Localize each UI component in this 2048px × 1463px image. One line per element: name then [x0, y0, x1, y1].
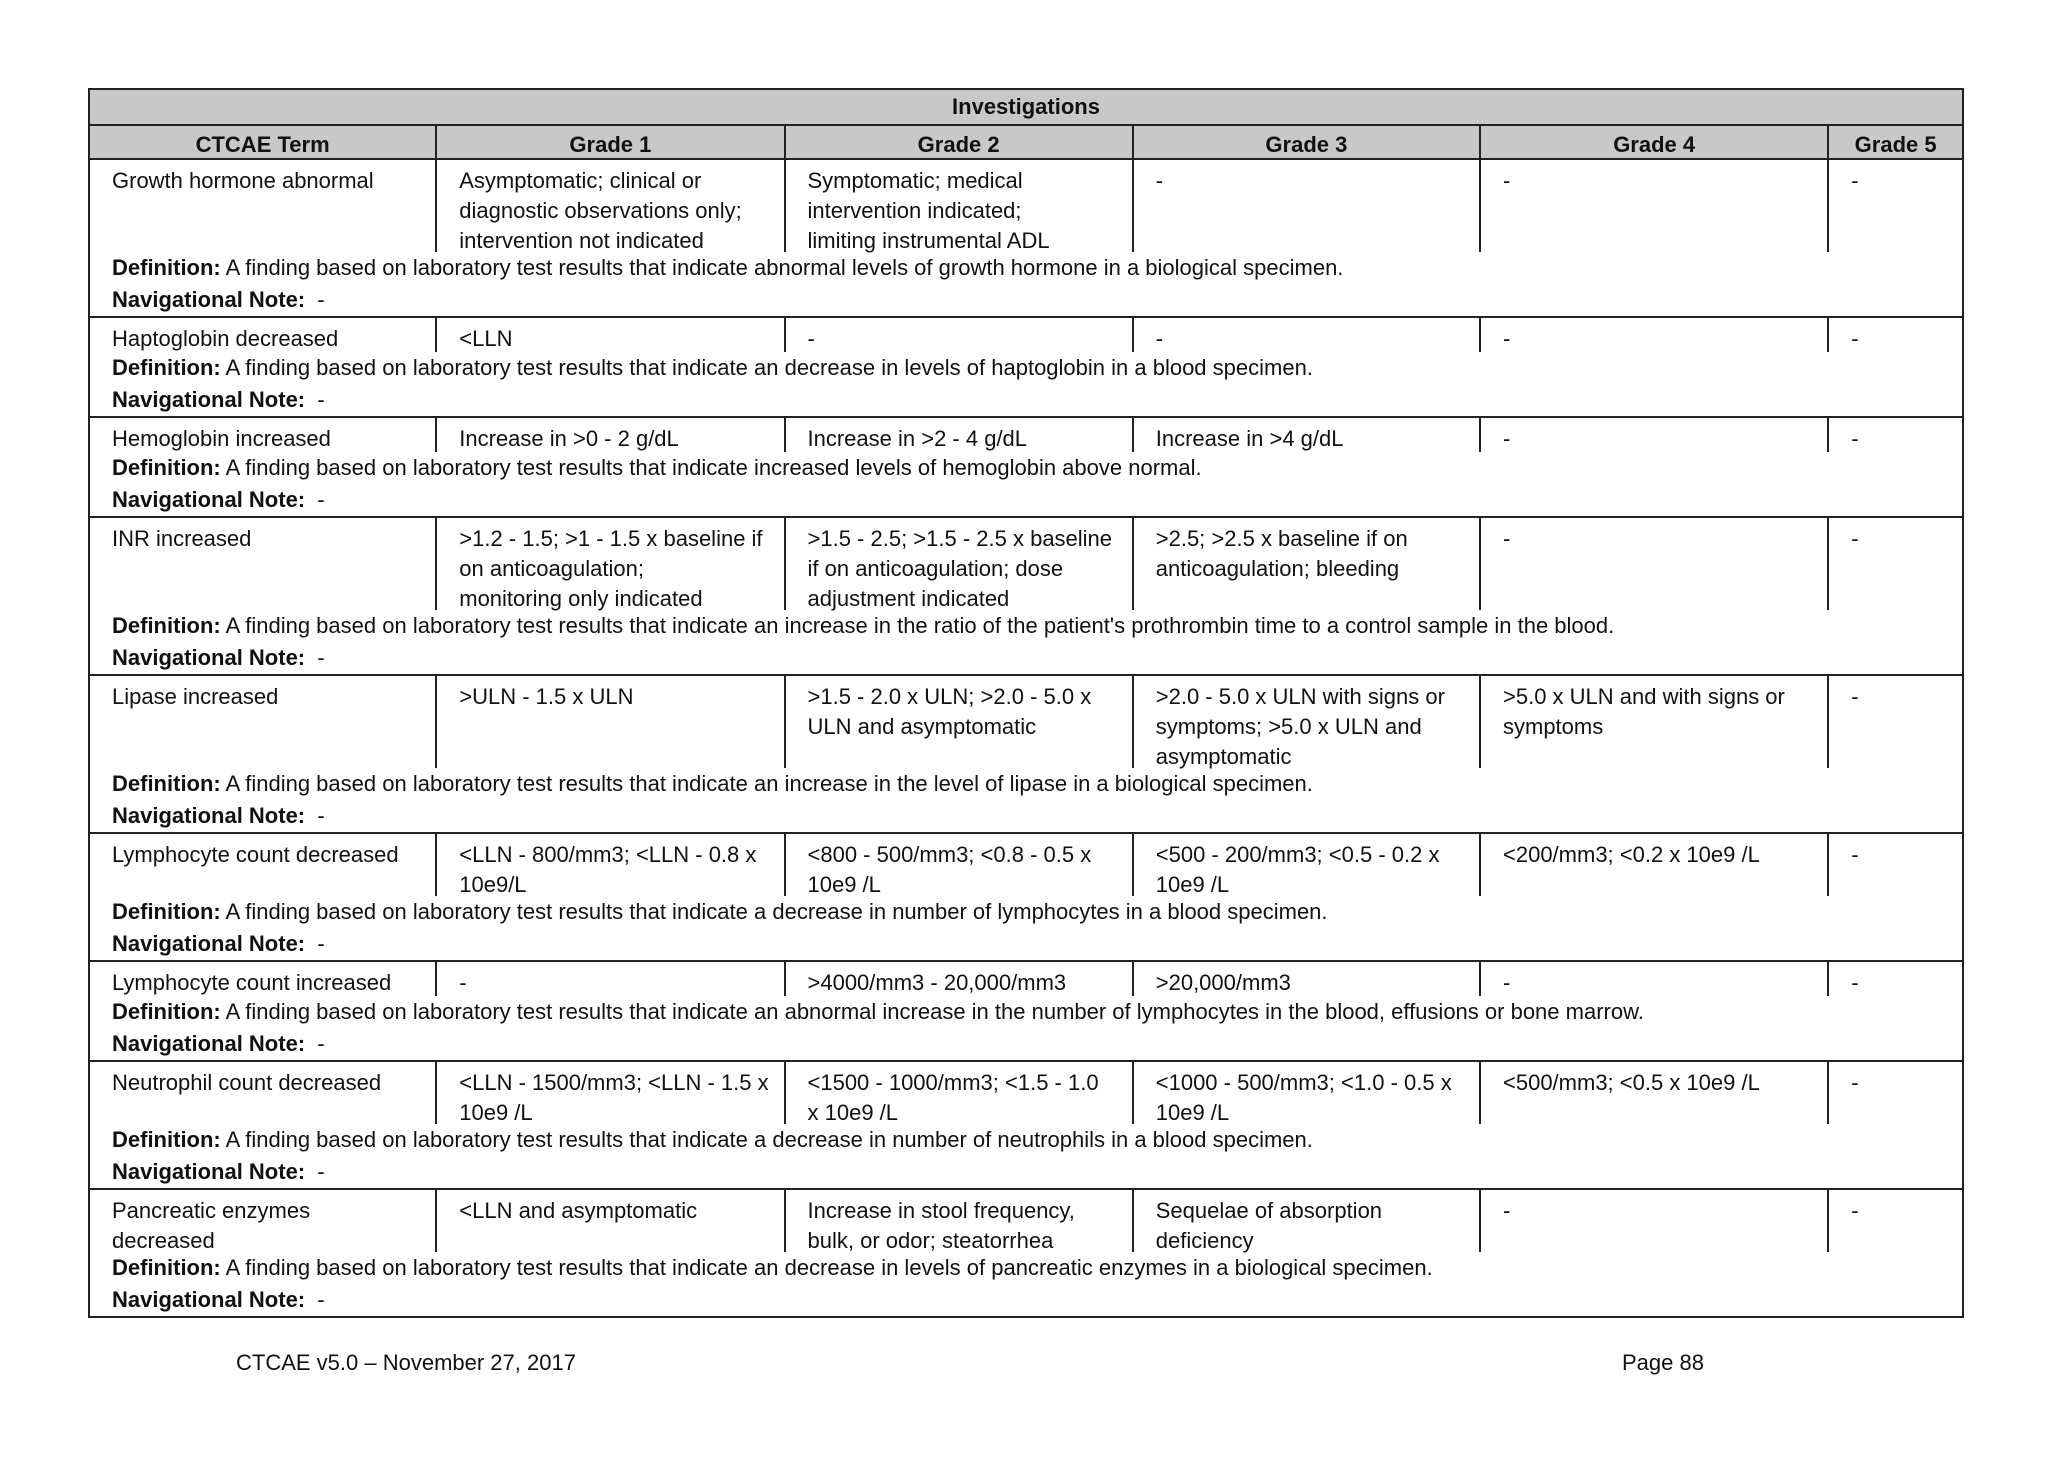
term-cell: Lymphocyte count decreased — [90, 834, 437, 896]
nav-note-text: - — [317, 645, 325, 670]
grade-5-cell: - — [1851, 1198, 1859, 1223]
table-title: Investigations — [952, 94, 1100, 119]
definition-text: A finding based on laboratory test results that indicate abnormal levels of growth hormone in a biological specimen. — [225, 255, 1344, 280]
grade-5-cell: - — [1851, 526, 1859, 551]
definition-text: A finding based on laboratory test results that indicate an increase in the ratio of the patient's prothrombin time to a control sample in the blood. — [225, 613, 1615, 638]
grade-1-cell: Increase in >0 - 2 g/dL — [437, 418, 785, 452]
term-cell: Pancreatic enzymes decreased — [90, 1190, 437, 1252]
definition-text: A finding based on laboratory test results that indicate a decrease in number of lymphocytes in a blood specimen. — [225, 899, 1328, 924]
table-row — [90, 834, 1962, 962]
table-row — [90, 518, 1962, 676]
term-cell: Haptoglobin decreased — [90, 318, 437, 352]
grade-4-cell: - — [1481, 160, 1829, 252]
grade-2-cell: Symptomatic; medical intervention indicated; limiting instrumental ADL — [786, 160, 1134, 252]
nav-note-label: Navigational Note: — [112, 803, 306, 828]
investigations-table — [88, 88, 1964, 1318]
definition-text: A finding based on laboratory test results that indicate an decrease in levels of haptoglobin in a blood specimen. — [225, 355, 1313, 380]
grade-2-cell: >1.5 - 2.5; >1.5 - 2.5 x baseline if on anticoagulation; dose adjustment indicated — [786, 518, 1134, 610]
grade-4-cell: >5.0 x ULN and with signs or symptoms — [1481, 676, 1829, 768]
grade-3-cell: >2.5; >2.5 x baseline if on anticoagulation; bleeding — [1134, 518, 1481, 610]
nav-note-line — [90, 384, 1962, 416]
nav-note-text: - — [317, 1287, 325, 1312]
grade-1-cell: <LLN and asymptomatic — [437, 1190, 785, 1252]
grade-5-cell: - — [1851, 842, 1859, 867]
grade-4-cell: <500/mm3; <0.5 x 10e9 /L — [1481, 1062, 1829, 1124]
definition-label: Definition: — [112, 255, 221, 280]
nav-note-text: - — [317, 1031, 325, 1056]
grade-1-cell: <LLN - 1500/mm3; <LLN - 1.5 x 10e9 /L — [437, 1062, 785, 1124]
table-row — [90, 1190, 1962, 1316]
grade-2-cell: >4000/mm3 - 20,000/mm3 — [786, 962, 1134, 996]
grades-row — [90, 962, 1962, 996]
nav-note-line — [90, 800, 1962, 832]
grade-1-cell: >1.2 - 1.5; >1 - 1.5 x baseline if on anticoagulation; monitoring only indicated — [437, 518, 785, 610]
grade-5-cell: - — [1851, 326, 1859, 351]
nav-note-label: Navigational Note: — [112, 287, 306, 312]
grades-row — [90, 676, 1962, 768]
table-row — [90, 318, 1962, 418]
header-grade-2: Grade 2 — [786, 126, 1134, 158]
grade-3-cell: <500 - 200/mm3; <0.5 - 0.2 x 10e9 /L — [1134, 834, 1481, 896]
grade-1-cell: Asymptomatic; clinical or diagnostic observations only; intervention not indicated — [437, 160, 785, 252]
definition-line — [90, 252, 1962, 284]
grades-row — [90, 318, 1962, 352]
table-header-row — [90, 126, 1962, 160]
grade-2-cell: <800 - 500/mm3; <0.8 - 0.5 x 10e9 /L — [786, 834, 1134, 896]
grade-5-cell: - — [1851, 426, 1859, 451]
grade-2-cell: Increase in >2 - 4 g/dL — [786, 418, 1134, 452]
definition-text: A finding based on laboratory test results that indicate an decrease in levels of pancreatic enzymes in a biological specimen. — [225, 1255, 1433, 1280]
grades-row — [90, 418, 1962, 452]
nav-note-label: Navigational Note: — [112, 1159, 306, 1184]
grade-4-cell: - — [1481, 518, 1829, 610]
grade-4-cell: - — [1481, 318, 1829, 352]
nav-note-label: Navigational Note: — [112, 487, 306, 512]
nav-note-text: - — [317, 287, 325, 312]
header-grade-1: Grade 1 — [437, 126, 785, 158]
header-ctcae-term: CTCAE Term — [90, 126, 437, 158]
nav-note-line — [90, 284, 1962, 316]
term-cell: Lymphocyte count increased — [90, 962, 437, 996]
grade-3-cell: - — [1134, 160, 1481, 252]
grades-row — [90, 1190, 1962, 1252]
definition-line — [90, 610, 1962, 642]
grade-2-cell: - — [786, 318, 1134, 352]
table-row — [90, 676, 1962, 834]
definition-label: Definition: — [112, 355, 221, 380]
grade-3-cell: <1000 - 500/mm3; <1.0 - 0.5 x 10e9 /L — [1134, 1062, 1481, 1124]
definition-line — [90, 1124, 1962, 1156]
grade-4-cell: - — [1481, 1190, 1829, 1252]
nav-note-text: - — [317, 487, 325, 512]
grade-5-cell: - — [1851, 168, 1859, 193]
nav-note-text: - — [317, 931, 325, 956]
definition-text: A finding based on laboratory test results that indicate a decrease in number of neutrophils in a blood specimen. — [225, 1127, 1313, 1152]
grade-4-cell: - — [1481, 418, 1829, 452]
definition-line — [90, 1252, 1962, 1284]
grade-1-cell: <LLN — [437, 318, 785, 352]
grade-2-cell: >1.5 - 2.0 x ULN; >2.0 - 5.0 x ULN and asymptomatic — [786, 676, 1134, 768]
table-row — [90, 962, 1962, 1062]
table-row — [90, 160, 1962, 318]
grade-1-cell: >ULN - 1.5 x ULN — [437, 676, 785, 768]
nav-note-label: Navigational Note: — [112, 387, 306, 412]
grades-row — [90, 834, 1962, 896]
grade-1-cell: <LLN - 800/mm3; <LLN - 0.8 x 10e9/L — [437, 834, 785, 896]
grade-4-cell: <200/mm3; <0.2 x 10e9 /L — [1481, 834, 1829, 896]
definition-label: Definition: — [112, 999, 221, 1024]
grades-row — [90, 160, 1962, 252]
definition-line — [90, 768, 1962, 800]
grade-3-cell: >20,000/mm3 — [1134, 962, 1481, 996]
grades-row — [90, 1062, 1962, 1124]
grade-3-cell: Increase in >4 g/dL — [1134, 418, 1481, 452]
nav-note-line — [90, 1028, 1962, 1060]
definition-text: A finding based on laboratory test results that indicate an abnormal increase in the number of lymphocytes in the blood, effusions or bone marrow. — [225, 999, 1644, 1024]
header-grade-5: Grade 5 — [1854, 132, 1937, 157]
definition-line — [90, 452, 1962, 484]
grade-2-cell: <1500 - 1000/mm3; <1.5 - 1.0 x 10e9 /L — [786, 1062, 1134, 1124]
grade-4-cell: - — [1481, 962, 1829, 996]
table-row — [90, 1062, 1962, 1190]
term-cell: INR increased — [90, 518, 437, 610]
nav-note-line — [90, 642, 1962, 674]
grades-row — [90, 518, 1962, 610]
grade-3-cell: - — [1134, 318, 1481, 352]
definition-label: Definition: — [112, 1255, 221, 1280]
table-title-row — [90, 90, 1962, 126]
nav-note-text: - — [317, 1159, 325, 1184]
definition-label: Definition: — [112, 1127, 221, 1152]
footer-version: CTCAE v5.0 – November 27, 2017 — [236, 1350, 576, 1375]
definition-label: Definition: — [112, 613, 221, 638]
definition-line — [90, 352, 1962, 384]
header-grade-3: Grade 3 — [1134, 126, 1481, 158]
nav-note-line — [90, 484, 1962, 516]
table-row — [90, 418, 1962, 518]
definition-label: Definition: — [112, 455, 221, 480]
term-cell: Growth hormone abnormal — [90, 160, 437, 252]
term-cell: Hemoglobin increased — [90, 418, 437, 452]
nav-note-label: Navigational Note: — [112, 645, 306, 670]
nav-note-text: - — [317, 387, 325, 412]
grade-1-cell: - — [437, 962, 785, 996]
definition-label: Definition: — [112, 899, 221, 924]
nav-note-label: Navigational Note: — [112, 1287, 306, 1312]
nav-note-line — [90, 1156, 1962, 1188]
nav-note-text: - — [317, 803, 325, 828]
footer-page-number: Page 88 — [1622, 1350, 1704, 1375]
definition-line — [90, 896, 1962, 928]
grade-5-cell: - — [1851, 684, 1859, 709]
grade-5-cell: - — [1851, 1070, 1859, 1095]
grade-2-cell: Increase in stool frequency, bulk, or odor; steatorrhea — [786, 1190, 1134, 1252]
nav-note-line — [90, 1284, 1962, 1316]
term-cell: Neutrophil count decreased — [90, 1062, 437, 1124]
nav-note-label: Navigational Note: — [112, 1031, 306, 1056]
term-cell: Lipase increased — [90, 676, 437, 768]
grade-5-cell: - — [1851, 970, 1859, 995]
nav-note-label: Navigational Note: — [112, 931, 306, 956]
grade-3-cell: >2.0 - 5.0 x ULN with signs or symptoms; >5.0 x ULN and asymptomatic — [1134, 676, 1481, 768]
grade-3-cell: Sequelae of absorption deficiency — [1134, 1190, 1481, 1252]
nav-note-line — [90, 928, 1962, 960]
definition-text: A finding based on laboratory test results that indicate increased levels of hemoglobin above normal. — [225, 455, 1202, 480]
header-grade-4: Grade 4 — [1481, 126, 1829, 158]
definition-text: A finding based on laboratory test results that indicate an increase in the level of lipase in a biological specimen. — [225, 771, 1313, 796]
definition-line — [90, 996, 1962, 1028]
definition-label: Definition: — [112, 771, 221, 796]
